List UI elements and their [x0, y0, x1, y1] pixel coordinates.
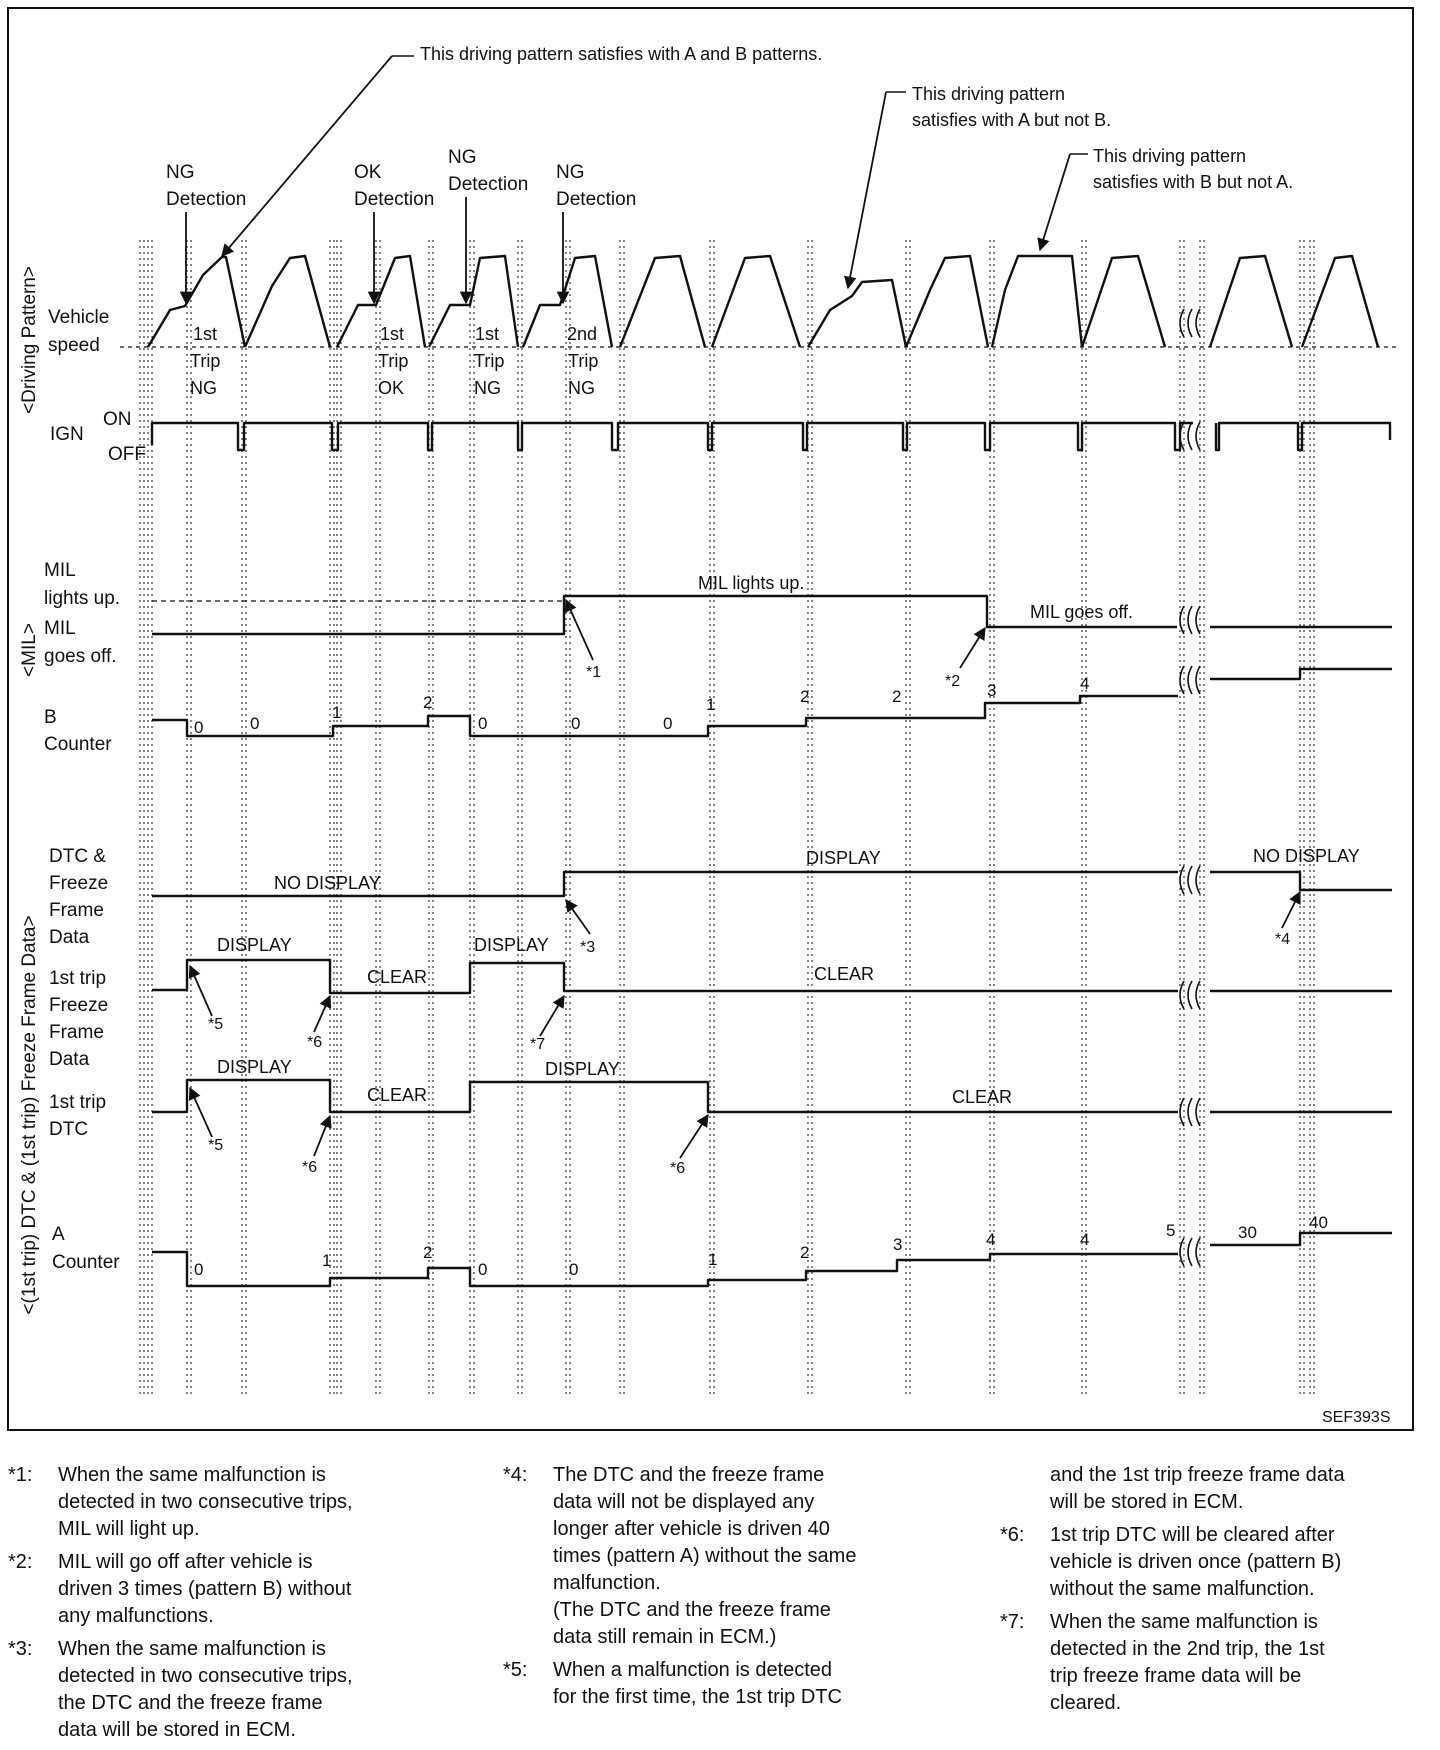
note-key: *7:: [1000, 1611, 1025, 1633]
break-mark: [1180, 981, 1200, 1009]
signal-traces: [120, 256, 1398, 1286]
note-text: When the same malfunction is detected in two consecutive trips, MIL will light up.: [58, 1464, 353, 1540]
mark-3-arrow: [566, 900, 590, 934]
ft-dtc-trace: [152, 1080, 1178, 1112]
mark-6-arrow: [680, 1115, 708, 1158]
note-5: [503, 1657, 943, 1711]
row-label-ign: IGN: [50, 424, 84, 445]
mark-5-arrow: [190, 966, 212, 1016]
mark-7: *7: [530, 1036, 546, 1053]
a-counter-value: 2: [800, 1243, 810, 1262]
trip-3-label-2: Trip: [474, 351, 505, 371]
callout-ab: This driving pattern satisfies with A and B patterns.: [420, 44, 823, 64]
dtc-no-display-label: NO DISPLAY: [274, 873, 381, 893]
detection-3-label: Detection: [448, 174, 529, 195]
mark-2-arrow: [960, 628, 985, 668]
b-counter-value: 4: [1080, 674, 1090, 693]
a-counter-value: 4: [1080, 1230, 1090, 1249]
row-label-dtc-ffd-3: Frame: [49, 900, 104, 921]
a-counter-value: 3: [893, 1235, 903, 1254]
ft-dtc-clear-label-1: CLEAR: [367, 1085, 428, 1105]
note-text: 1st trip DTC will be cleared after vehicle is driven once (pattern B) without the same malfunction.: [1050, 1524, 1342, 1600]
note-text: When the same malfunction is detected in two consecutive trips, the DTC and the freeze frame data will be stored in ECM.: [58, 1638, 353, 1741]
row-label-a-counter-1: A: [52, 1224, 65, 1245]
detection-1-label: Detection: [166, 189, 247, 210]
b-counter-value: 1: [332, 703, 342, 722]
mark-5: *5: [208, 1137, 224, 1154]
trip-4-label-1: 2nd: [567, 324, 598, 344]
a-counter-value: 5: [1166, 1221, 1176, 1240]
trip-2-label-2: Trip: [378, 351, 409, 371]
break-mark: [1180, 1238, 1200, 1266]
trip-boundary-lines: [140, 240, 1314, 1396]
break-mark: [1180, 1098, 1200, 1126]
row-label-ft-ffd-2: Freeze: [49, 995, 109, 1016]
ft-dtc-clear-label-2: CLEAR: [952, 1087, 1013, 1107]
dtc-display-label: DISPLAY: [806, 848, 881, 868]
speed-trip-9: [906, 256, 988, 347]
mark-6: *6: [670, 1160, 686, 1177]
note-key: *2:: [8, 1551, 33, 1573]
ft-ffd-clear-label-2: CLEAR: [814, 964, 875, 984]
a-counter-value: 4: [986, 1230, 996, 1249]
callout-b-not-a-arrow: [1040, 154, 1070, 250]
ft-ffd-trace: [152, 960, 1178, 993]
note-key: *1:: [8, 1464, 33, 1486]
a-counter-value: 1: [322, 1251, 332, 1270]
diagram-frame: [8, 8, 1413, 1430]
note-key: *5:: [503, 1659, 528, 1681]
b-counter-value: 0: [478, 714, 488, 733]
b-counter-trace-2: [1210, 669, 1392, 679]
mark-7-arrow: [540, 996, 564, 1036]
ign-trace: [152, 423, 1193, 450]
row-label-ft-ffd-4: Data: [49, 1049, 90, 1070]
row-label-ft-dtc-2: DTC: [49, 1119, 89, 1140]
a-counter-value: 0: [194, 1260, 204, 1279]
note-5-continued: [1000, 1462, 1430, 1516]
mil-lights-up-label: MIL lights up.: [698, 573, 805, 593]
detection-4-label: Detection: [556, 189, 637, 210]
note-7: [1000, 1609, 1430, 1717]
ign-trace-2: [1216, 423, 1390, 450]
detection-3-result: NG: [448, 147, 477, 168]
mark-4: *4: [1275, 931, 1291, 948]
callout-b-not-a-1: This driving pattern: [1093, 146, 1247, 166]
b-counter-value: 0: [571, 714, 581, 733]
row-label-mil-up-1: MIL: [44, 560, 76, 581]
mark-5-arrow: [190, 1088, 212, 1137]
row-label-ign-off: OFF: [108, 444, 146, 465]
row-label-a-counter-2: Counter: [52, 1252, 120, 1273]
b-counter-value: 2: [423, 693, 433, 712]
ft-dtc-display-label-1: DISPLAY: [217, 1057, 292, 1077]
row-label-ft-ffd-3: Frame: [49, 1022, 104, 1043]
ft-ffd-display-label-1: DISPLAY: [217, 935, 292, 955]
a-counter-value: 2: [423, 1243, 433, 1262]
speed-trip-2: [245, 256, 330, 347]
row-label-dtc-ffd-4: Data: [49, 927, 90, 948]
mark-6-arrow: [314, 996, 330, 1032]
mark-3: *3: [580, 939, 596, 956]
row-label-dtc-ffd-1: DTC &: [49, 846, 106, 867]
mark-6: *6: [307, 1034, 323, 1051]
trip-1-label-3: NG: [190, 378, 217, 398]
mark-6-arrow: [314, 1116, 330, 1156]
row-label-dtc-ffd-2: Freeze: [49, 873, 109, 894]
row-label-ft-ffd-1: 1st trip: [49, 968, 107, 989]
row-label-mil-off-1: MIL: [44, 618, 76, 639]
row-label-mil-up-2: lights up.: [44, 588, 121, 609]
ft-ffd-clear-label-1: CLEAR: [367, 967, 428, 987]
row-label-b-counter-2: Counter: [44, 734, 112, 755]
section-label-mil: <MIL>: [19, 623, 40, 677]
break-mark: [1180, 866, 1200, 894]
b-counter-value: 0: [663, 714, 673, 733]
detection-1-result: NG: [166, 162, 195, 183]
b-counter-value: 0: [250, 714, 260, 733]
note-3: [8, 1636, 433, 1744]
row-label-vehicle-speed-1: Vehicle: [48, 307, 110, 328]
speed-trip-8: [808, 280, 906, 347]
row-label-ign-on: ON: [103, 409, 132, 430]
note-4: [503, 1462, 943, 1651]
section-label-dtc: <(1st trip) DTC & (1st trip) Freeze Frame Data>: [19, 915, 40, 1315]
callout-a-not-b-arrow: [848, 92, 886, 288]
note-key: *6:: [1000, 1524, 1025, 1546]
b-counter-value: 1: [706, 695, 716, 714]
speed-trip-11: [1082, 256, 1165, 347]
b-counter-value: 2: [892, 687, 902, 706]
mark-1: *1: [586, 664, 602, 681]
row-label-b-counter-1: B: [44, 707, 57, 728]
note-text: The DTC and the freeze frame data will not be displayed any longer after vehicle is driven 40 times (pattern A) without the same malfunction. (The DTC and the freeze frame data still remain in ECM.): [553, 1464, 857, 1648]
notes-column-1: [8, 1462, 433, 1750]
trip-2-label-3: OK: [378, 378, 405, 398]
note-6: [1000, 1522, 1430, 1603]
note-key: *3:: [8, 1638, 33, 1660]
a-counter-value: 0: [478, 1260, 488, 1279]
figure-code: SEF393S: [1322, 1409, 1391, 1426]
mark-2: *2: [945, 673, 961, 690]
detection-4-result: NG: [556, 162, 585, 183]
note-2: [8, 1549, 433, 1630]
break-mark: [1180, 666, 1200, 694]
row-label-ft-dtc-1: 1st trip: [49, 1092, 107, 1113]
trip-3-label-1: 1st: [475, 324, 500, 344]
b-counter-value: 2: [800, 687, 810, 706]
trip-4-label-3: NG: [568, 378, 595, 398]
a-counter-trace: [152, 1252, 1178, 1286]
trip-3-label-3: NG: [474, 378, 501, 398]
mark-5: *5: [208, 1016, 224, 1033]
speed-trip-12: [1210, 256, 1292, 347]
note-text: When the same malfunction is detected in the 2nd trip, the 1st trip freeze frame data will be cleared.: [1050, 1611, 1325, 1714]
dtc-no-display-label-2: NO DISPLAY: [1253, 846, 1360, 866]
note-key: *4:: [503, 1464, 528, 1486]
mark-6: *6: [302, 1159, 318, 1176]
b-counter-value: 0: [194, 718, 204, 737]
break-mark: [1180, 606, 1200, 634]
mil-trace: [152, 596, 1177, 634]
callout-ab-arrow: [222, 56, 392, 256]
note-text: and the 1st trip freeze frame data will be stored in ECM.: [1050, 1464, 1345, 1513]
notes-column-3: [1000, 1462, 1430, 1723]
trip-4-label-2: Trip: [568, 351, 599, 371]
note-1: [8, 1462, 433, 1543]
speed-trip-7: [712, 256, 800, 347]
speed-trip-10: [992, 256, 1082, 347]
trip-2-label-1: 1st: [380, 324, 405, 344]
detection-2-label: Detection: [354, 189, 435, 210]
mark-4-arrow: [1282, 892, 1300, 928]
trip-1-label-2: Trip: [190, 351, 221, 371]
mil-goes-off-label: MIL goes off.: [1030, 602, 1134, 622]
note-key: [1000, 1462, 1050, 1516]
callout-a-not-b-2: satisfies with A but not B.: [912, 110, 1112, 130]
a-counter-value: 1: [708, 1250, 718, 1269]
speed-trip-6: [620, 256, 705, 347]
dtc-ffd-trace-2: [1210, 872, 1392, 890]
row-label-mil-off-2: goes off.: [44, 646, 117, 667]
break-mark: [1180, 309, 1200, 337]
section-label-driving-pattern: <Driving Pattern>: [19, 266, 40, 414]
break-mark: [1180, 422, 1200, 450]
b-counter-value: 3: [987, 681, 997, 700]
ft-ffd-display-label-2: DISPLAY: [474, 935, 549, 955]
note-text: When a malfunction is detected for the first time, the 1st trip DTC: [553, 1659, 842, 1708]
callout-b-not-a-2: satisfies with B but not A.: [1093, 172, 1294, 192]
a-counter-value: 40: [1309, 1213, 1328, 1232]
detection-2-result: OK: [354, 162, 382, 183]
notes-column-2: [503, 1462, 943, 1717]
note-text: MIL will go off after vehicle is driven 3 times (pattern B) without any malfunctions.: [58, 1551, 352, 1627]
ft-dtc-display-label-2: DISPLAY: [545, 1059, 620, 1079]
callout-a-not-b-1: This driving pattern: [912, 84, 1066, 104]
a-counter-value: 0: [569, 1260, 579, 1279]
a-counter-value: 30: [1238, 1223, 1257, 1242]
row-label-vehicle-speed-2: speed: [48, 335, 100, 356]
trip-1-label-1: 1st: [193, 324, 218, 344]
